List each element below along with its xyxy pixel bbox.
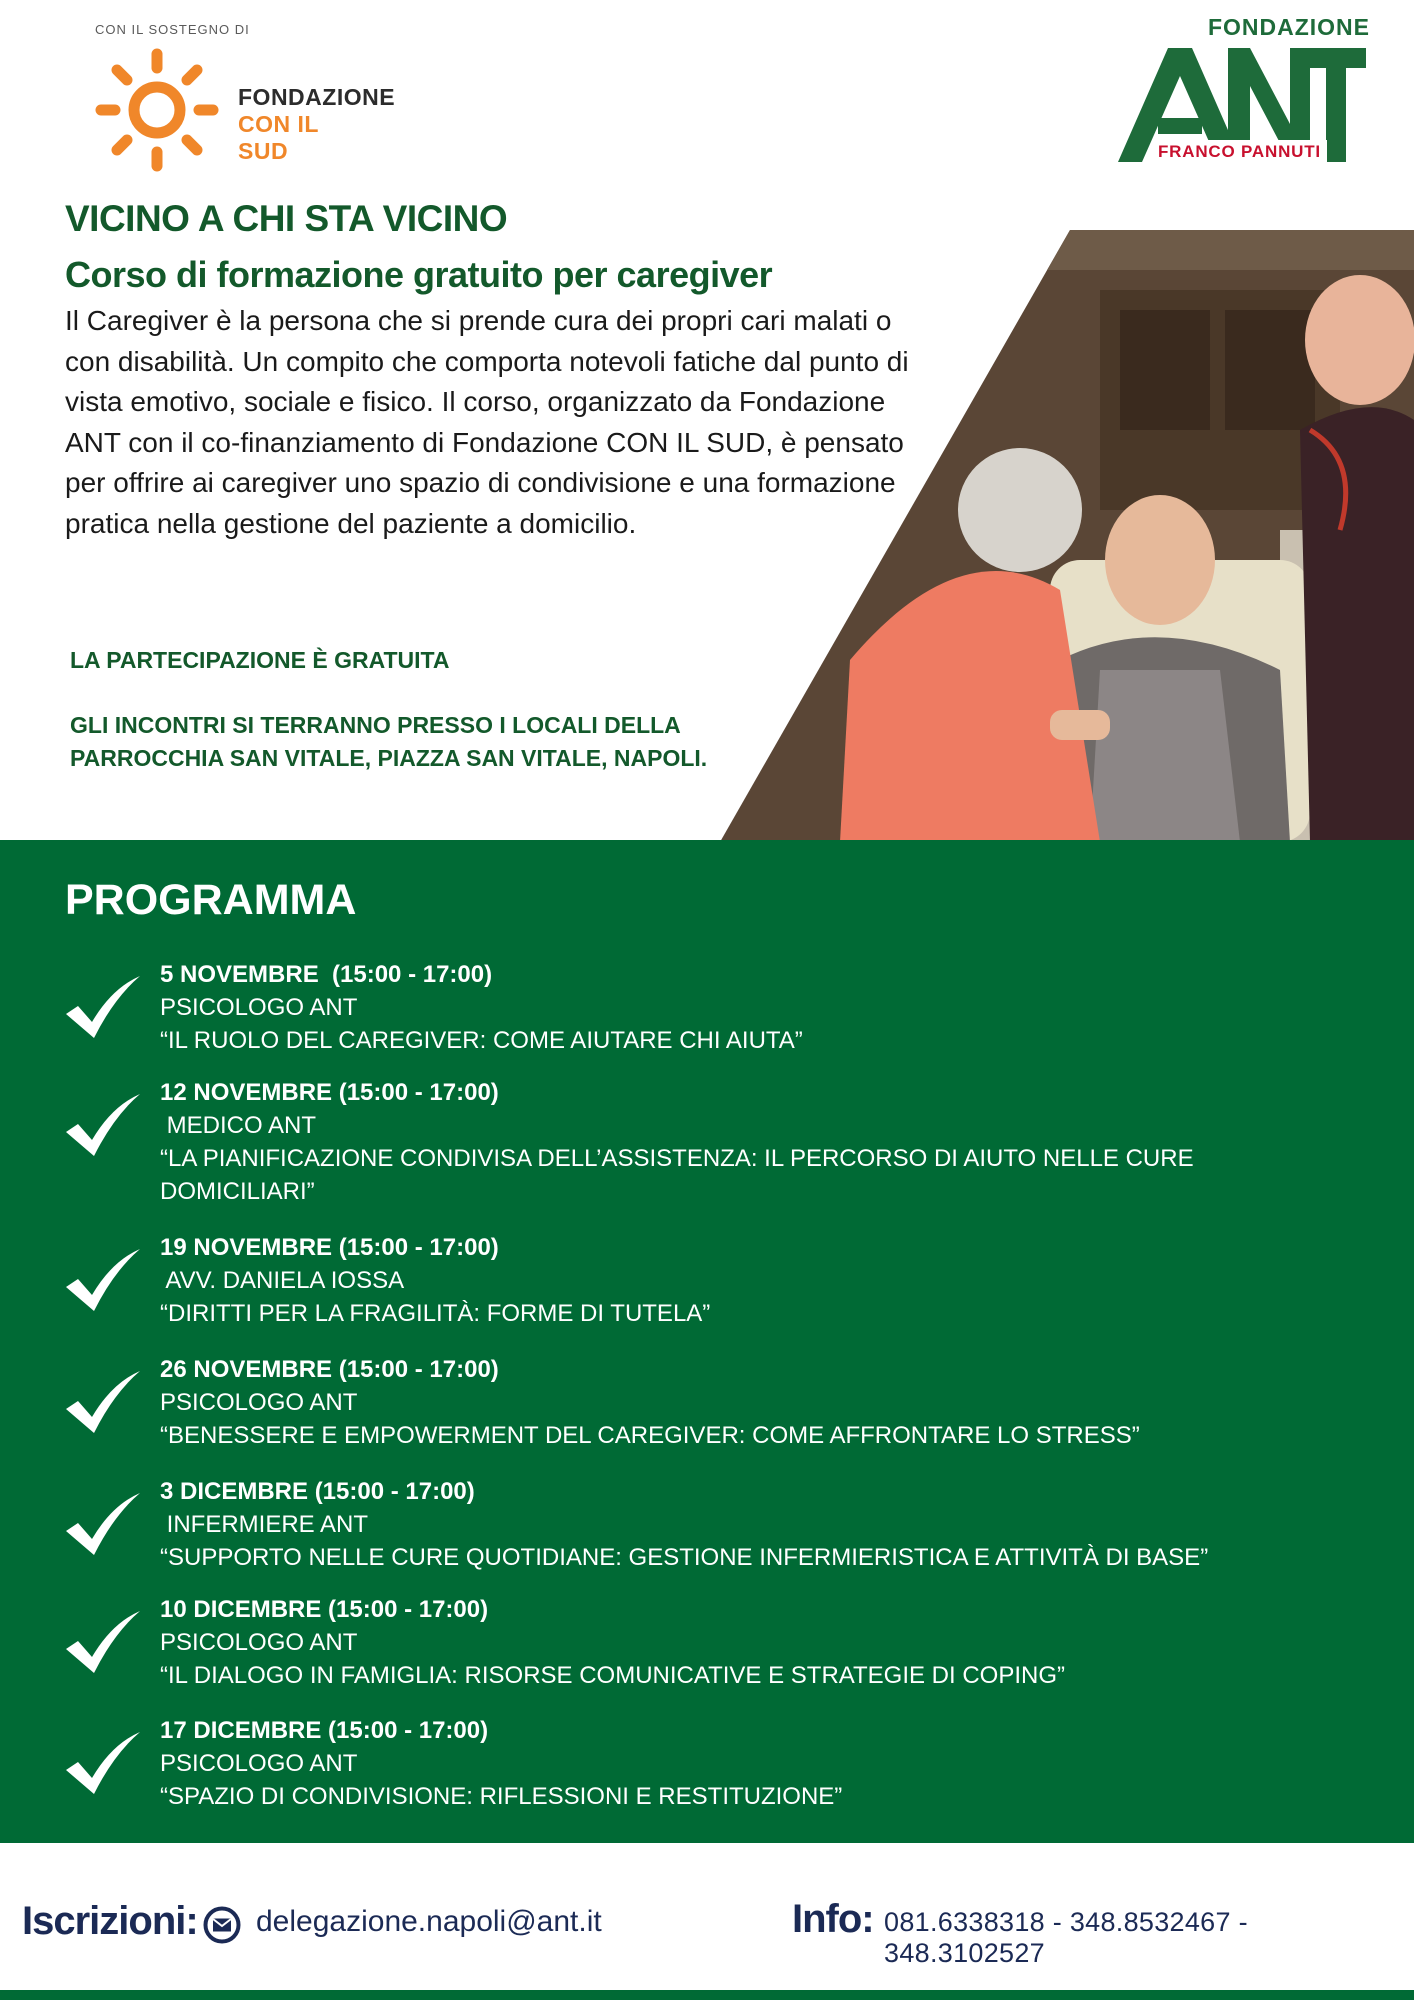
info-label: Info: <box>792 1897 874 1941</box>
mail-icon <box>203 1906 241 1944</box>
event-speaker: PSICOLOGO ANT <box>160 1750 358 1777</box>
check-icon <box>64 1491 142 1557</box>
event-speaker: INFERMIERE ANT <box>160 1511 369 1538</box>
event-topic: “LA PIANIFICAZIONE CONDIVISA DELL’ASSISTENZA: IL PERCORSO DI AIUTO NELLE CURE DOMICILIARI” <box>160 1145 1194 1205</box>
event-topic: “DIRITTI PER LA FRAGILITÀ: FORME DI TUTELA” <box>160 1300 711 1327</box>
event-speaker: MEDICO ANT <box>160 1112 317 1139</box>
check-icon <box>64 1092 142 1158</box>
event-topic: “SUPPORTO NELLE CURE QUOTIDIANE: GESTIONE INFERMIERISTICA E ATTIVITÀ DI BASE” <box>160 1544 1209 1571</box>
event-topic: “SPAZIO DI CONDIVISIONE: RIFLESSIONI E RESTITUZIONE” <box>160 1783 843 1810</box>
event-date: 3 DICEMBRE (15:00 - 17:00) <box>160 1478 475 1505</box>
page-title: VICINO A CHI STA VICINO <box>65 198 508 239</box>
check-icon <box>64 974 142 1040</box>
event-text <box>160 1714 1280 1813</box>
check-icon <box>64 1247 142 1313</box>
footer <box>0 1843 1414 2000</box>
sponsor-name-line2: CON IL SUD <box>238 111 319 164</box>
event-date: 5 NOVEMBRE (15:00 - 17:00) <box>160 961 493 988</box>
check-icon <box>64 1730 142 1796</box>
check-icon <box>64 1369 142 1435</box>
event-date: 10 DICEMBRE (15:00 - 17:00) <box>160 1596 489 1623</box>
check-icon <box>64 1609 142 1675</box>
footer-bar <box>0 1990 1414 2000</box>
ant-logo-top: FONDAZIONE <box>1207 14 1370 40</box>
page-subtitle: Corso di formazione gratuito per caregiver <box>65 254 773 295</box>
ant-logo-bottom: FRANCO PANNUTI <box>1152 140 1327 164</box>
free-participation-note: LA PARTECIPAZIONE È GRATUITA <box>70 647 450 673</box>
event-text <box>160 1593 1280 1692</box>
sponsor-caption: CON IL SOSTEGNO DI <box>95 22 250 37</box>
event-speaker: PSICOLOGO ANT <box>160 1389 358 1416</box>
event-topic: “BENESSERE E EMPOWERMENT DEL CAREGIVER: COME AFFRONTARE LO STRESS” <box>160 1422 1140 1449</box>
event-text <box>160 1353 1280 1452</box>
info-phone-numbers[interactable]: 081.6338318 - 348.8532467 - 348.3102527 <box>884 1907 1248 1968</box>
event-text <box>160 1475 1280 1574</box>
event-date: 26 NOVEMBRE (15:00 - 17:00) <box>160 1356 499 1383</box>
event-topic: “IL RUOLO DEL CAREGIVER: COME AIUTARE CHI AIUTA” <box>160 1027 803 1054</box>
event-text <box>160 958 1280 1057</box>
event-date: 17 DICEMBRE (15:00 - 17:00) <box>160 1717 489 1744</box>
program-section <box>0 840 1414 1843</box>
ant-logo <box>1110 10 1370 170</box>
sponsor-logo <box>95 22 396 172</box>
program-title: PROGRAMMA <box>65 876 357 924</box>
registration-label: Iscrizioni: <box>22 1899 198 1943</box>
event-date: 12 NOVEMBRE (15:00 - 17:00) <box>160 1079 499 1106</box>
event-topic: “IL DIALOGO IN FAMIGLIA: RISORSE COMUNICATIVE E STRATEGIE DI COPING” <box>160 1662 1066 1689</box>
event-speaker: AVV. DANIELA IOSSA <box>160 1267 405 1294</box>
event-text <box>160 1076 1280 1208</box>
event-text <box>160 1231 1280 1330</box>
intro-paragraph: Il Caregiver è la persona che si prende cura dei propri cari malati o con disabilità. Un compito che comporta notevoli fatiche dal punto di vista emotivo, sociale e fisico. Il corso, organizzato da Fondazione ANT con il co-finanziamento di Fondazione CON IL SUD, è pensato per offrire ai caregiver uno spazio di condivisione e una formazione pratica nella gestione del paziente a domicilio. <box>65 305 909 539</box>
event-speaker: PSICOLOGO ANT <box>160 1629 358 1656</box>
event-date: 19 NOVEMBRE (15:00 - 17:00) <box>160 1234 499 1261</box>
location-note: GLI INCONTRI SI TERRANNO PRESSO I LOCALI DELLA PARROCCHIA SAN VITALE, PIAZZA SAN VITALE, NAPOLI. <box>70 712 708 771</box>
sun-icon <box>95 48 219 172</box>
registration-email-link[interactable]: delegazione.napoli@ant.it <box>256 1905 602 1938</box>
sponsor-name-line1: FONDAZIONE <box>238 84 396 110</box>
event-speaker: PSICOLOGO ANT <box>160 994 358 1021</box>
